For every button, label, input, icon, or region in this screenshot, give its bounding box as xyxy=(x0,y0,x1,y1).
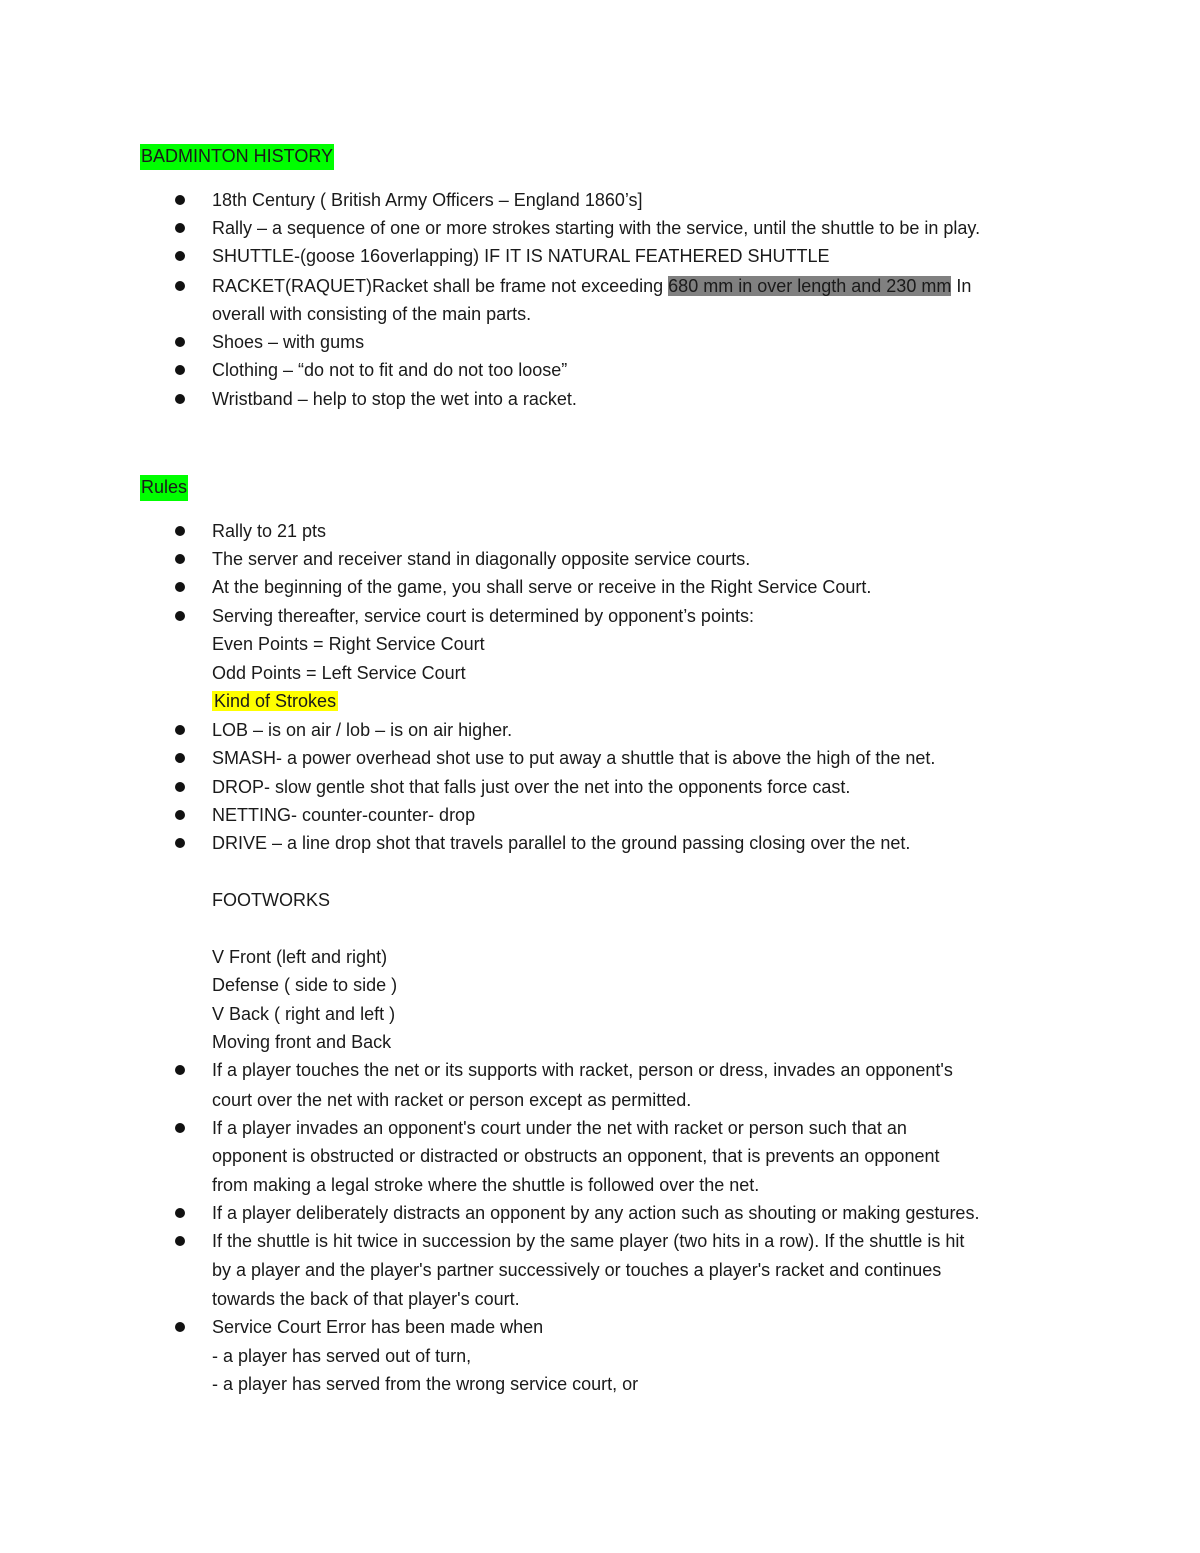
stroke-item: DRIVE – a line drop shot that travels parallel to the ground passing closing over the net. xyxy=(212,833,911,853)
footwork-item: Defense ( side to side ) xyxy=(212,975,398,995)
bullet-icon xyxy=(175,281,185,291)
history-item-racket xyxy=(212,274,971,298)
bullet-icon xyxy=(175,554,185,564)
history-item: SHUTTLE-(goose 16overlapping) IF IT IS NATURAL FEATHERED SHUTTLE xyxy=(212,246,830,266)
fault-item-continued: by a player and the player's partner successively or touches a player's racket and continues xyxy=(212,1260,942,1280)
strokes-heading-line xyxy=(212,689,338,713)
bullet-icon xyxy=(175,582,185,592)
bullet-icon xyxy=(175,365,185,375)
rules-item-sub: Even Points = Right Service Court xyxy=(212,634,485,654)
bullet-icon xyxy=(175,337,185,347)
bullet-icon xyxy=(175,526,185,536)
bullet-icon xyxy=(175,725,185,735)
fault-item-continued: towards the back of that player's court. xyxy=(212,1289,520,1309)
bullet-icon xyxy=(175,753,185,763)
stroke-item: NETTING- counter-counter- drop xyxy=(212,805,476,825)
history-item: Shoes – with gums xyxy=(212,332,365,352)
fault-item: If the shuttle is hit twice in succession by the same player (two hits in a row). If the shuttle is hit xyxy=(212,1231,965,1251)
rules-item: The server and receiver stand in diagonally opposite service courts. xyxy=(212,549,751,569)
history-item: Wristband – help to stop the wet into a racket. xyxy=(212,389,577,409)
racket-text: RACKET(RAQUET)Racket shall be frame not exceeding xyxy=(212,276,669,296)
history-item: Rally – a sequence of one or more strokes starting with the service, until the shuttle to be in play. xyxy=(212,218,981,238)
bullet-icon xyxy=(175,782,185,792)
bullet-icon xyxy=(175,611,185,621)
history-item-continued: overall with consisting of the main parts. xyxy=(212,304,532,324)
bullet-icon xyxy=(175,1208,185,1218)
rules-item-sub: Odd Points = Left Service Court xyxy=(212,663,466,683)
bullet-icon xyxy=(175,810,185,820)
history-heading: BADMINTON HISTORY xyxy=(140,144,334,170)
fault-item: If a player deliberately distracts an opponent by any action such as shouting or making gestures. xyxy=(212,1203,980,1223)
rules-item: At the beginning of the game, you shall serve or receive in the Right Service Court. xyxy=(212,577,872,597)
bullet-icon xyxy=(175,1123,185,1133)
bullet-icon xyxy=(175,1236,185,1246)
bullet-icon xyxy=(175,223,185,233)
rules-heading: Rules xyxy=(140,475,188,501)
footwork-item: V Front (left and right) xyxy=(212,947,388,967)
fault-item-sub: - a player has served out of turn, xyxy=(212,1346,472,1366)
racket-text-end: In xyxy=(951,276,972,296)
rules-item: Serving thereafter, service court is determined by opponent’s points: xyxy=(212,606,754,626)
bullet-icon xyxy=(175,1322,185,1332)
fault-item: If a player invades an opponent's court under the net with racket or person such that an xyxy=(212,1118,907,1138)
bullet-icon xyxy=(175,394,185,404)
history-item: 18th Century ( British Army Officers – England 1860’s] xyxy=(212,190,643,210)
fault-item-continued: from making a legal stroke where the shuttle is followed over the net. xyxy=(212,1175,760,1195)
fault-item: Service Court Error has been made when xyxy=(212,1317,544,1337)
stroke-item: SMASH- a power overhead shot use to put away a shuttle that is above the high of the net. xyxy=(212,748,936,768)
bullet-icon xyxy=(175,195,185,205)
bullet-icon xyxy=(175,838,185,848)
fault-item-sub: - a player has served from the wrong service court, or xyxy=(212,1374,639,1394)
fault-item-continued: opponent is obstructed or distracted or obstructs an opponent, that is prevents an opponent xyxy=(212,1146,940,1166)
footwork-item: Moving front and Back xyxy=(212,1032,392,1052)
rules-item: Rally to 21 pts xyxy=(212,521,327,541)
stroke-item: LOB – is on air / lob – is on air higher. xyxy=(212,720,513,740)
racket-highlight: 680 mm in over length and 230 mm xyxy=(668,276,952,296)
stroke-item: DROP- slow gentle shot that falls just over the net into the opponents force cast. xyxy=(212,777,851,797)
strokes-heading: Kind of Strokes xyxy=(214,691,337,711)
fault-item-continued: court over the net with racket or person except as permitted. xyxy=(212,1090,692,1110)
footwork-item: V Back ( right and left ) xyxy=(212,1004,396,1024)
bullet-icon xyxy=(175,1065,185,1075)
footworks-heading: FOOTWORKS xyxy=(212,890,330,910)
fault-item: If a player touches the net or its supports with racket, person or dress, invades an opponent's xyxy=(212,1060,953,1080)
history-item: Clothing – “do not to fit and do not too loose” xyxy=(212,360,568,380)
bullet-icon xyxy=(175,251,185,261)
